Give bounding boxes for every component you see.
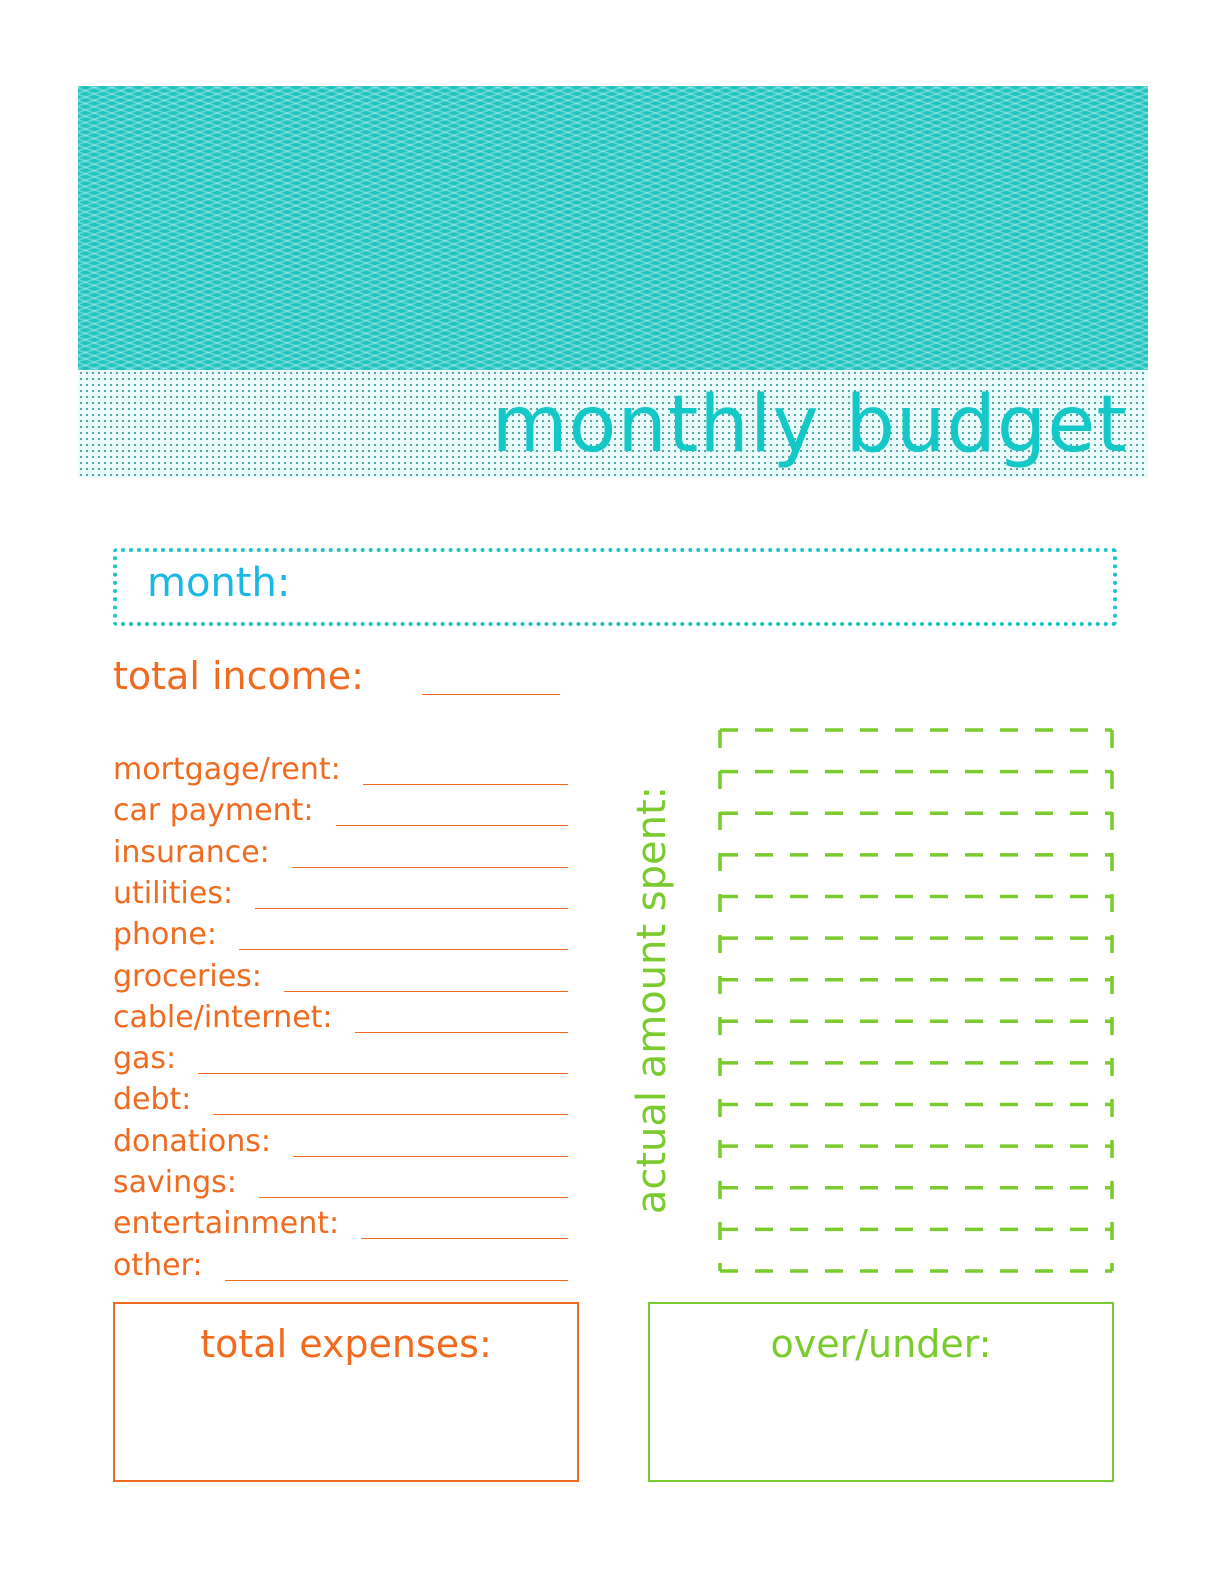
expense-label: cable/internet: — [113, 999, 333, 1035]
page-title: monthly budget — [491, 380, 1128, 470]
actual-amount-grid[interactable] — [716, 728, 1116, 1274]
expense-input-line[interactable] — [292, 867, 568, 868]
expense-label: car payment: — [113, 793, 314, 829]
expense-label: utilities: — [113, 875, 234, 911]
expense-row — [113, 955, 568, 995]
month-field[interactable] — [113, 548, 1117, 626]
over-under-box[interactable] — [648, 1302, 1114, 1482]
expense-label: other: — [113, 1247, 203, 1283]
header-pattern-band — [78, 86, 1148, 370]
expense-label: entertainment: — [113, 1206, 340, 1242]
expense-input-line[interactable] — [355, 1032, 568, 1033]
expense-row — [113, 748, 568, 788]
month-label: month: — [147, 560, 291, 606]
expense-label: mortgage/rent: — [113, 752, 341, 787]
total-income-field[interactable] — [422, 694, 560, 695]
expense-input-line[interactable] — [255, 908, 568, 909]
expense-label: groceries: — [113, 958, 262, 994]
over-under-label: over/under: — [770, 1322, 992, 1366]
expense-input-line[interactable] — [225, 1280, 568, 1281]
expense-row — [113, 913, 568, 953]
expense-row — [113, 1161, 568, 1201]
expense-input-line[interactable] — [361, 1238, 568, 1239]
expense-row — [113, 789, 568, 829]
expense-row — [113, 1244, 568, 1284]
expense-row — [113, 831, 568, 871]
expense-row — [113, 1202, 568, 1242]
expense-row — [113, 1037, 568, 1077]
actual-amount-spent-label: actual amount spent: — [629, 785, 675, 1215]
expense-input-line[interactable] — [336, 825, 569, 826]
expense-label: donations: — [113, 1123, 271, 1159]
expense-label: phone: — [113, 917, 217, 953]
expense-label: gas: — [113, 1041, 177, 1077]
expense-input-line[interactable] — [213, 1114, 568, 1115]
expense-row — [113, 1078, 568, 1118]
expense-input-line[interactable] — [239, 949, 568, 950]
expense-row — [113, 872, 568, 912]
expense-input-line[interactable] — [363, 784, 568, 785]
expense-input-line[interactable] — [259, 1197, 568, 1198]
expense-row — [113, 1120, 568, 1160]
expense-input-line[interactable] — [284, 991, 568, 992]
expense-label: debt: — [113, 1082, 192, 1118]
expense-label: insurance: — [113, 834, 270, 870]
total-income-label: total income: — [113, 654, 364, 698]
expense-row — [113, 996, 568, 1036]
total-expenses-box[interactable] — [113, 1302, 579, 1482]
expense-input-line[interactable] — [293, 1156, 568, 1157]
expense-input-line[interactable] — [198, 1073, 568, 1074]
expense-label: savings: — [113, 1165, 237, 1200]
total-expenses-label: total expenses: — [200, 1322, 492, 1366]
